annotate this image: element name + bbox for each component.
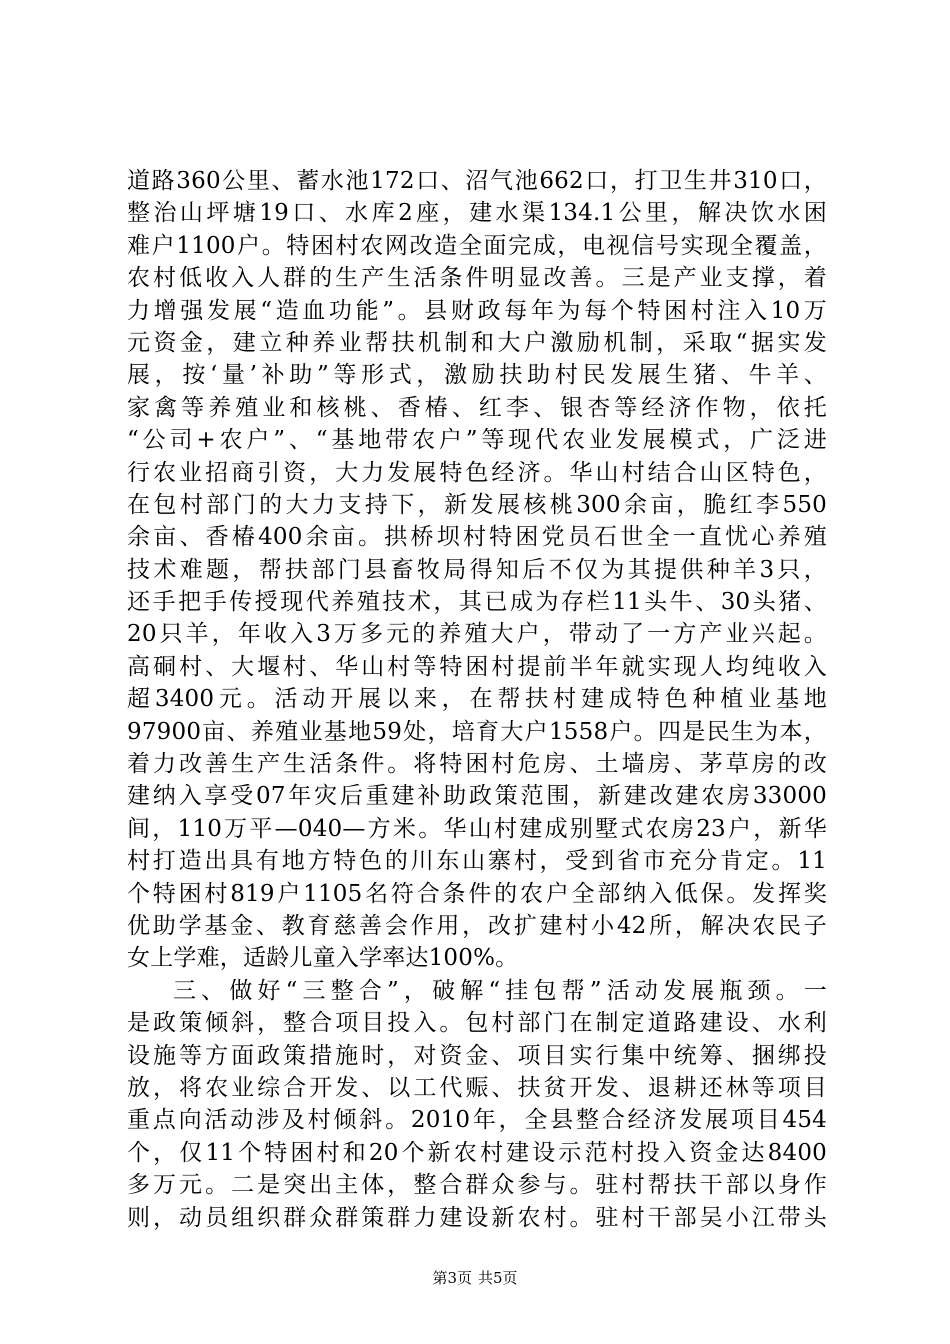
text-line: 整治山坪塘19口、水库2座，建水渠134.1公里，解决饮水困 (127, 200, 827, 227)
text-line: 还手把手传授现代养殖技术，其已成为存栏11头牛、30头猪、 (127, 589, 827, 616)
text-line: 力增强发展“造血功能”。县财政每年为每个特困村注入10万 (127, 297, 827, 324)
text-line: 建纳入享受07年灾后重建补助政策范围，新建改建农房33000 (127, 783, 827, 810)
text-line: 难户1100户。特困村农网改造全面完成，电视信号实现全覆盖， (127, 232, 827, 259)
document-body (127, 165, 827, 1234)
text-line: 20只羊，年收入3万多元的养殖大户，带动了一方产业兴起。 (127, 621, 827, 648)
text-line: 家禽等养殖业和核桃、香椿、红李、银杏等经济作物，依托 (127, 394, 827, 421)
text-line: 设施等方面政策措施时，对资金、项目实行集中统筹、捆绑投 (127, 1042, 827, 1069)
text-line: 超3400元。活动开展以来，在帮扶村建成特色种植业基地 (127, 686, 827, 713)
text-line: 是政策倾斜，整合项目投入。包村部门在制定道路建设、水利 (127, 1010, 827, 1037)
text-line: “公司+农户”、“基地带农户”等现代农业发展模式，广泛进 (127, 427, 827, 454)
text-line: 高硐村、大堰村、华山村等特困村提前半年就实现人均纯收入 (127, 653, 827, 680)
text-line: 97900亩、养殖业基地59处，培育大户1558户。四是民生为本， (127, 718, 827, 745)
text-line: 行农业招商引资，大力发展特色经济。华山村结合山区特色， (127, 459, 827, 486)
text-line: 个，仅11个特困村和20个新农村建设示范村投入资金达8400 (127, 1139, 827, 1166)
text-line: 技术难题，帮扶部门县畜牧局得知后不仅为其提供种羊3只， (127, 556, 827, 583)
text-line: 村打造出具有地方特色的川东山寨村，受到省市充分肯定。11 (127, 848, 827, 875)
text-line: 间，110万平—040—方米。华山村建成别墅式农房23户，新华 (127, 815, 827, 842)
section-heading-line: 三、做好“三整合”，破解“挂包帮”活动发展瓶颈。一 (173, 977, 827, 1004)
paragraph-end-line: 女上学难，适龄儿童入学率达100%。 (127, 945, 519, 972)
text-line: 则，动员组织群众群策群力建设新农村。驻村干部吴小江带头 (127, 1204, 827, 1231)
page-total: 共5页 (478, 1269, 518, 1287)
text-line: 个特困村819户1105名符合条件的农户全部纳入低保。发挥奖 (127, 880, 827, 907)
text-line: 着力改善生产生活条件。将特困村危房、土墙房、茅草房的改 (127, 751, 827, 778)
page-footer (0, 1268, 950, 1288)
text-line: 农村低收入人群的生产生活条件明显改善。三是产业支撑，着 (127, 265, 827, 292)
text-line: 优助学基金、教育慈善会作用，改扩建村小42所，解决农民子 (127, 912, 827, 939)
text-line: 在包村部门的大力支持下，新发展核桃300余亩，脆红李550 (127, 491, 827, 518)
text-line: 余亩、香椿400余亩。拱桥坝村特困党员石世全一直忧心养殖 (127, 524, 827, 551)
page-number: 第3页 (432, 1269, 472, 1287)
text-line: 道路360公里、蓄水池172口、沼气池662口，打卫生井310口， (127, 168, 827, 194)
text-line: 多万元。二是突出主体，整合群众参与。驻村帮扶干部以身作 (127, 1172, 827, 1199)
text-line: 元资金，建立种养业帮扶机制和大户激励机制，采取“据实发 (127, 329, 827, 356)
text-line: 展，按‘量’补助”等形式，激励扶助村民发展生猪、牛羊、 (127, 362, 827, 389)
text-line: 重点向活动涉及村倾斜。2010年，全县整合经济发展项目454 (127, 1107, 827, 1134)
text-line: 放，将农业综合开发、以工代赈、扶贫开发、退耕还林等项目 (127, 1074, 827, 1101)
